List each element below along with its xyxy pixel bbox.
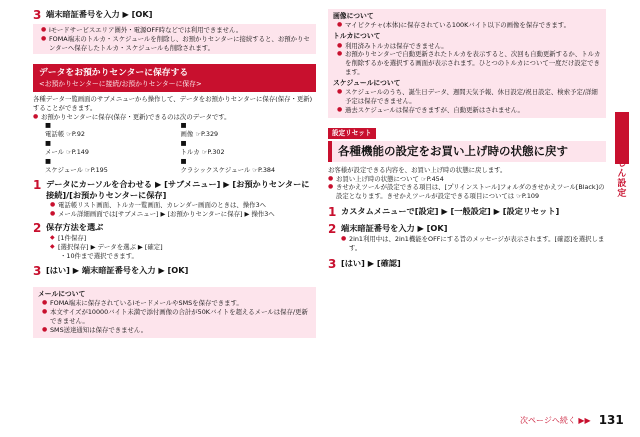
left-column [33,0,316,338]
note-item: ● iモードサービスエリア圏外・電源OFF時などでは利用できません。 [41,26,243,34]
bullet-icon: ● [42,325,48,333]
reset-bullet: ● お買い上げ時の状態について ☞P.454 [328,174,444,183]
reset-step-2-note: ● 2in1利用中は、2in1機能をOFFにする旨のメッセージが表示されます。[確認]を選択します。 [341,235,605,252]
option-subnote: ・10件まで選択できます。 [60,252,138,261]
step-text: カスタムメニューで[設定] ▶ [一般設定] ▶ [設定リセット] [341,206,560,217]
reset-tag-row [328,128,606,139]
step-number: 3 [33,263,42,278]
data-type-item: ■ メール ☞P.149 [45,139,89,156]
data-type-item: ■ クラシックスケジュール ☞P.384 [180,156,276,174]
right-column [328,0,606,270]
intro-text: 各種データ一覧画面のサブメニューから操作して、データをお預かりセンターに保存(保存・更新)することができます。 [33,94,313,112]
diamond-icon: ◆ [50,243,55,251]
bullet-icon: ● [33,112,39,120]
section-header [33,64,316,92]
note-item: ● スケジュールのうち、誕生日データ、週間天気予報、休日設定/祝日設定、検索予定/詳細予定は保存できません。 [337,88,598,106]
bullet-icon: ● [337,50,343,58]
reset-bullet: ● きせかえツールが設定できる項目は、[プリインストール]フォルダのきせかえツール[Black]の設定となります。きせかえツールが設定できる項目については ☞P.109 [328,183,605,201]
step-number: 3 [328,256,337,271]
note-item: ● FOMA端末のトルカ・スケジュールを削除し、お預かりセンターに接続すると、お預かりセンターへ保存したトルカ・スケジュールも削除されます。 [41,34,310,52]
bullet-icon: ● [341,235,347,243]
step-3-pin [33,9,316,21]
bullet-icon: ● [50,200,56,208]
bullet-icon: ● [50,209,56,217]
note-item: ● 利用済みトルカは保存できません。 [337,41,448,50]
bullet-icon: ● [337,41,343,49]
section-subtitle: <お預かりセンターに接続/お預かりセンターに保存> [39,79,202,88]
footer [520,412,624,429]
mail-note-box [33,287,316,338]
bullet-icon: ● [328,183,334,191]
step-number: 1 [328,205,337,220]
step-number: 3 [33,8,42,22]
step-number: 2 [33,221,42,236]
next-page-indicator: 次ページへ続く ▶▶ [520,415,591,425]
note-item: ● 電話帳リスト画面、トルカ一覧画面、カレンダー画面のときは、操作3へ [50,200,267,209]
data-type-item: ■ 画像 ☞P.329 [180,121,219,139]
bullet-icon: ● [41,26,47,33]
step-2-method [33,222,316,234]
diamond-icon: ◆ [50,234,55,242]
step-text: 保存方法を選ぶ [46,222,104,233]
data-type-item: ■ 電話帳 ☞P.92 [45,121,85,139]
reset-step-1 [328,206,606,218]
page-number: 131 [598,413,624,427]
reset-step-3 [328,258,606,270]
note-box [33,24,316,54]
section-title: データをお預かりセンターに保存する [39,68,189,79]
data-type-list [33,121,316,174]
data-type-item: ■ スケジュール ☞P.195 [45,156,108,174]
note-item: ● SMS送達通知は保存できません。 [42,325,148,334]
step-number: 2 [328,222,337,237]
note-item: ● メール詳細画面では[サブメニュー] ▶ [お預かりセンターに保存] ▶ 操作3へ [50,209,275,218]
option-item: ◆ [選択保存] ▶ データを選ぶ ▶ [確定] [50,243,163,252]
bullet-icon: ● [337,105,343,113]
step-text: 端末暗証番号を入力 ▶ [OK] [46,9,153,19]
step-text: [はい] ▶ 端末暗証番号を入力 ▶ [OK] [46,264,189,275]
step-text: 端末暗証番号を入力 ▶ [OK] [341,223,448,234]
notes-box [328,9,606,118]
image-note-title: 画像について [333,12,374,20]
step-1-notes [33,201,316,219]
step-text: データにカーソルを合わせる ▶ [サブメニュー] ▶ [お預かりセンターに接続]/[お預かりセンターに保存] [46,179,310,201]
reset-tag: 設定リセット [328,128,376,139]
step-1-cursor [33,179,316,200]
bullet-icon: ● [42,299,48,307]
schedule-note-title: スケジュールについて [333,78,401,87]
mail-note-title: メールについて [38,289,86,298]
reset-step-2 [328,223,606,235]
step-text: [はい] ▶ [確認] [341,257,401,268]
note-item: ● FOMA端末に保存されているiモードメールやSMSを保存できます。 [42,299,243,308]
data-type-item: ■ トルカ ☞P.302 [180,139,225,156]
bullet-icon: ● [41,34,47,42]
side-chapter-label: あんしん設定 [615,138,626,198]
step-3-confirm [33,265,316,277]
reset-title: 各種機能の設定をお買い上げ時の状態に戻す [328,141,606,162]
bullet-icon: ● [328,174,334,182]
step-2-options [33,234,316,260]
intro-bullet: ● お預かりセンターに保存(保存・更新)できるのは次のデータです。 [33,112,231,121]
reset-intro: お客様が設定できる内容を、お買い上げ時の状態に戻します。 [328,165,507,174]
bullet-icon: ● [337,88,343,96]
bullet-icon: ● [42,308,48,316]
note-item: ● マイピクチャ(本体)に保存されている100Kバイト以下の画像を保存できます。 [337,21,571,30]
step-number: 1 [33,178,42,193]
toruca-note-title: トルカについて [333,32,381,41]
note-item: ● お預かりセンターで自動更新されたトルカを表示すると、次回も自動更新するか、トルカを削除するかを選択する画面が表示されます。ひとつのトルカについて一度だけ設定できます。 [337,50,601,77]
bullet-icon: ● [337,21,343,29]
note-item: ● 本文サイズが10000バイト未満で添付画像の合計が50Kバイトを超えるメールは保存/更新できません。 [42,308,308,325]
option-item: ◆ [1件保存] [50,234,87,243]
note-item: ● 過去スケジュールは保存できますが、自動更新はされません。 [337,105,524,114]
